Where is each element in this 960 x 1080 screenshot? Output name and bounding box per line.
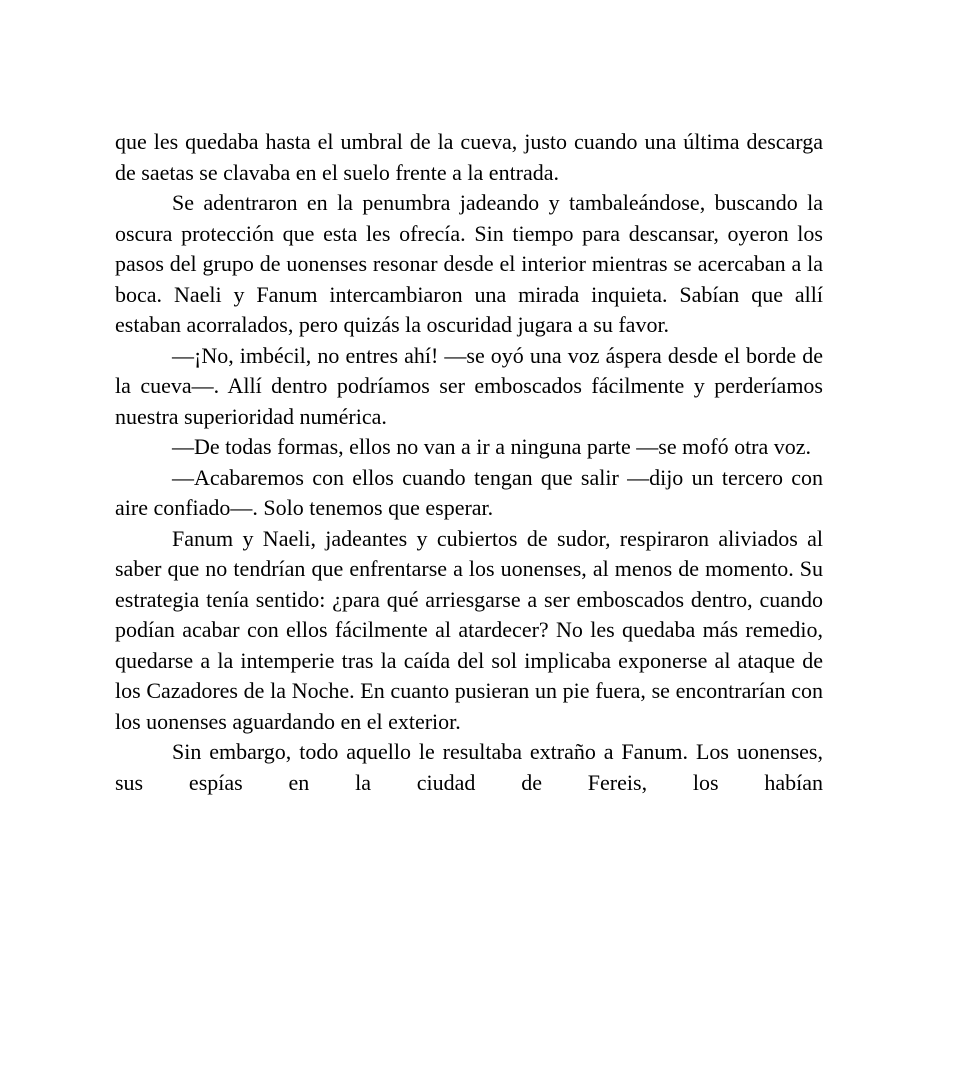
paragraph: Fanum y Naeli, jadeantes y cubiertos de sudor, respiraron aliviados al saber que no tendrían que enfrentarse a los uonenses, al menos de momento. Su estrategia tenía sentido: ¿para qué arriesgarse a ser emboscados dentro, cuando podían acabar con ellos fácilmente al atardecer? No les quedaba más remedio, quedarse a la intemperie tras la caída del sol implicaba exponerse al ataque de los Cazadores de la Noche. En cuanto pusieran un pie fuera, se encontrarían con los uonenses aguardando en el exterior.: [115, 525, 823, 734]
paragraph: Se adentraron en la penumbra jadeando y tambaleándose, buscando la oscura protección que esta les ofrecía. Sin tiempo para descansar, oyeron los pasos del grupo de uonenses resonar desde el interior mientras se acercaban a la boca. Naeli y Fanum intercambiaron una mirada inquieta. Sabían que allí estaban acorralados, pero quizás la oscuridad jugara a su favor.: [115, 190, 823, 337]
paragraph: —De todas formas, ellos no van a ir a ninguna parte —se mofó otra voz.: [172, 434, 812, 459]
paragraph: —¡No, imbécil, no entres ahí! —se oyó una voz áspera desde el borde de la cueva—. Allí dentro podríamos ser emboscados fácilmente y perderíamos nuestra superioridad numérica.: [115, 342, 823, 429]
paragraph: que les quedaba hasta el umbral de la cueva, justo cuando una última descarga de saetas se clavaba en el suelo frente a la entrada.: [115, 129, 823, 185]
page-text: [115, 127, 823, 798]
paragraph: —Acabaremos con ellos cuando tengan que salir —dijo un tercero con aire confiado—. Solo tenemos que esperar.: [115, 464, 823, 520]
paragraph: Sin embargo, todo aquello le resultaba extraño a Fanum. Los uonenses, sus espías en la ciudad de Fereis, los habían: [115, 739, 823, 795]
